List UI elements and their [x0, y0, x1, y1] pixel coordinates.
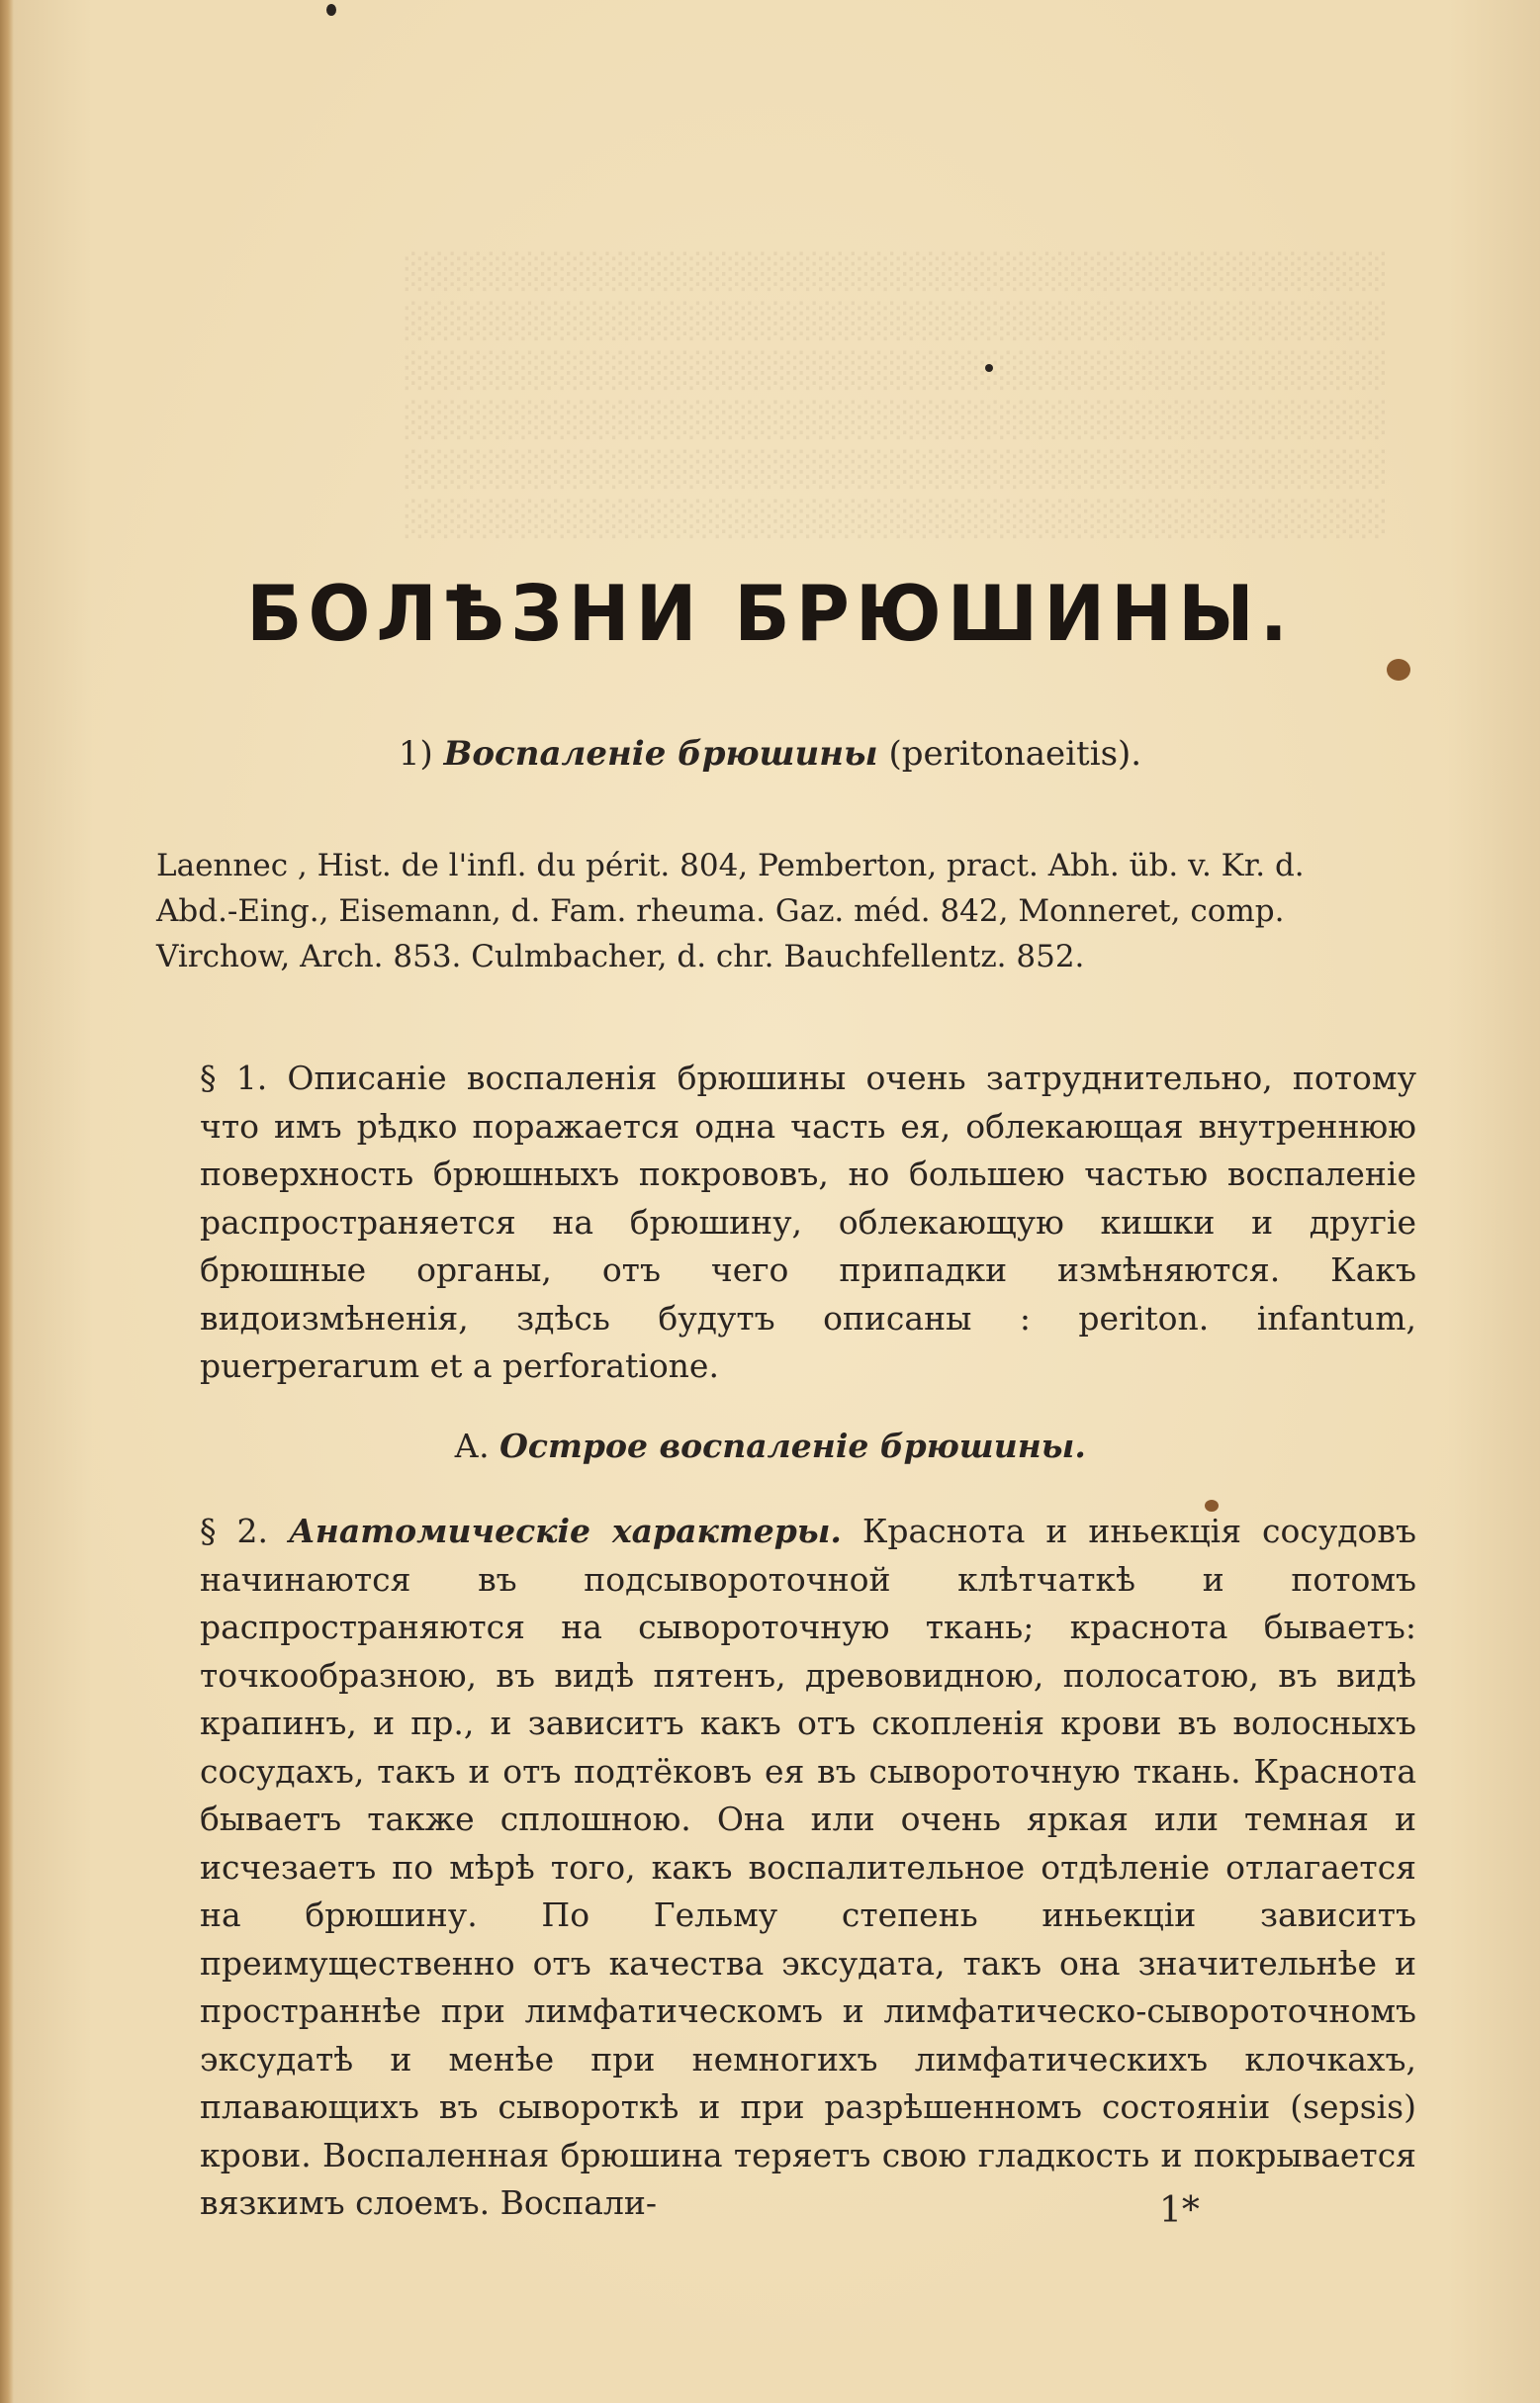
subtitle-latin: (peritonaeitis). [888, 734, 1142, 774]
paragraph-1: § 1. Описаніе воспаленія брюшины очень затруднительно, потому что имъ рѣдко поражается одна часть ея, облекающая внутреннюю поверхность брюшныхъ покрововъ, но большею частью воспаленіе распространяется на брюшину, облекающую кишки и другіе брюшные органы, отъ чего припадки измѣняются. Какъ видоизмѣненія, здѣсь будутъ описаны : periton. infantum, puerperarum et a perforatione. [200, 1059, 1416, 1385]
page-edge [0, 0, 14, 2403]
ink-spot [985, 364, 993, 372]
section-letter: А. [454, 1427, 490, 1465]
bleed-through-text: ░░░░░░░░░░░░░░░░░░░░░░░░░░░░░░░░░░░░░░ ░░░░░░░░░░░░░░░░░░░░░░░░░░░░░░░░░░░░░░ ░░░░░░░░░░░░░░░░░░░░░░░░░░░░░░░░░░░░░░ ░░░░░░░░░░░░░░░░░░░░░░░░░░░░░░░░░░░░░░ ░░░░░░░░░░░░░░░░░░░░░░░░░░░░░░░░░░░░░░ ░░░░░░░░░░░░░░░░░░░░░░░░░░░░░░░░░░░░░░ [402, 252, 1385, 539]
ink-spot [326, 4, 336, 16]
chapter-subtitle [0, 734, 1540, 774]
paragraph-2-heading: Анатомическіе характеры. [288, 1512, 842, 1550]
references-block [156, 843, 1363, 979]
page-title: БОЛѢЗНИ БРЮШИНЫ. [246, 569, 1294, 660]
section-heading [0, 1427, 1540, 1465]
section-title: Острое воспаленіе брюшины. [499, 1427, 1086, 1465]
paragraph-2-text: Краснота и иньекція сосудовъ начинаются въ подсывороточной клѣтчаткѣ и потомъ распространяются на сывороточную ткань; краснота бываетъ: точкообразною, въ видѣ пятенъ, древовидною, полосатою, въ видѣ крапинъ, и пр., и зависитъ какъ отъ скопленія крови въ волосныхъ сосудахъ, такъ и отъ подтёковъ ея въ сывороточную ткань. Краснота бываетъ также сплошною. Она или очень яркая или темная и исчезаетъ по мѣрѣ того, какъ воспалительное отдѣленіе отлагается на брюшину. По Гельму степень иньекціи зависитъ преимущественно отъ качества эксудата, такъ она значительнѣе и пространнѣе при лимфатическомъ и лимфатическо-сывороточномъ эксудатѣ и менѣе при немногихъ лимфатическихъ клочкахъ, плавающихъ въ сывороткѣ и при разрѣшенномъ состояніи (sepsis) крови. Воспаленная брюшина теряетъ свою гладкость и покрывается вязкимъ слоемъ. Воспали- [200, 1512, 1416, 2222]
paragraph-2-section: § 2. [200, 1512, 268, 1550]
ink-spot [1387, 659, 1410, 681]
subtitle-italic: Воспаленіе брюшины [443, 734, 878, 774]
reference-line: Laennec , Hist. de l'infl. du périt. 804, Pemberton, pract. Abh. üb. v. Kr. d. [156, 848, 1305, 883]
reference-line: Virchow, Arch. 853. Culmbacher, d. chr. Bauchfellentz. 852. [156, 939, 1085, 974]
subtitle-number: 1) [398, 734, 433, 774]
page-number: 1* [1159, 2190, 1200, 2231]
reference-line: Abd.-Eing., Eisemann, d. Fam. rheuma. Gaz. méd. 842, Monneret, comp. [156, 893, 1285, 929]
paragraph-2 [148, 1508, 1416, 2228]
